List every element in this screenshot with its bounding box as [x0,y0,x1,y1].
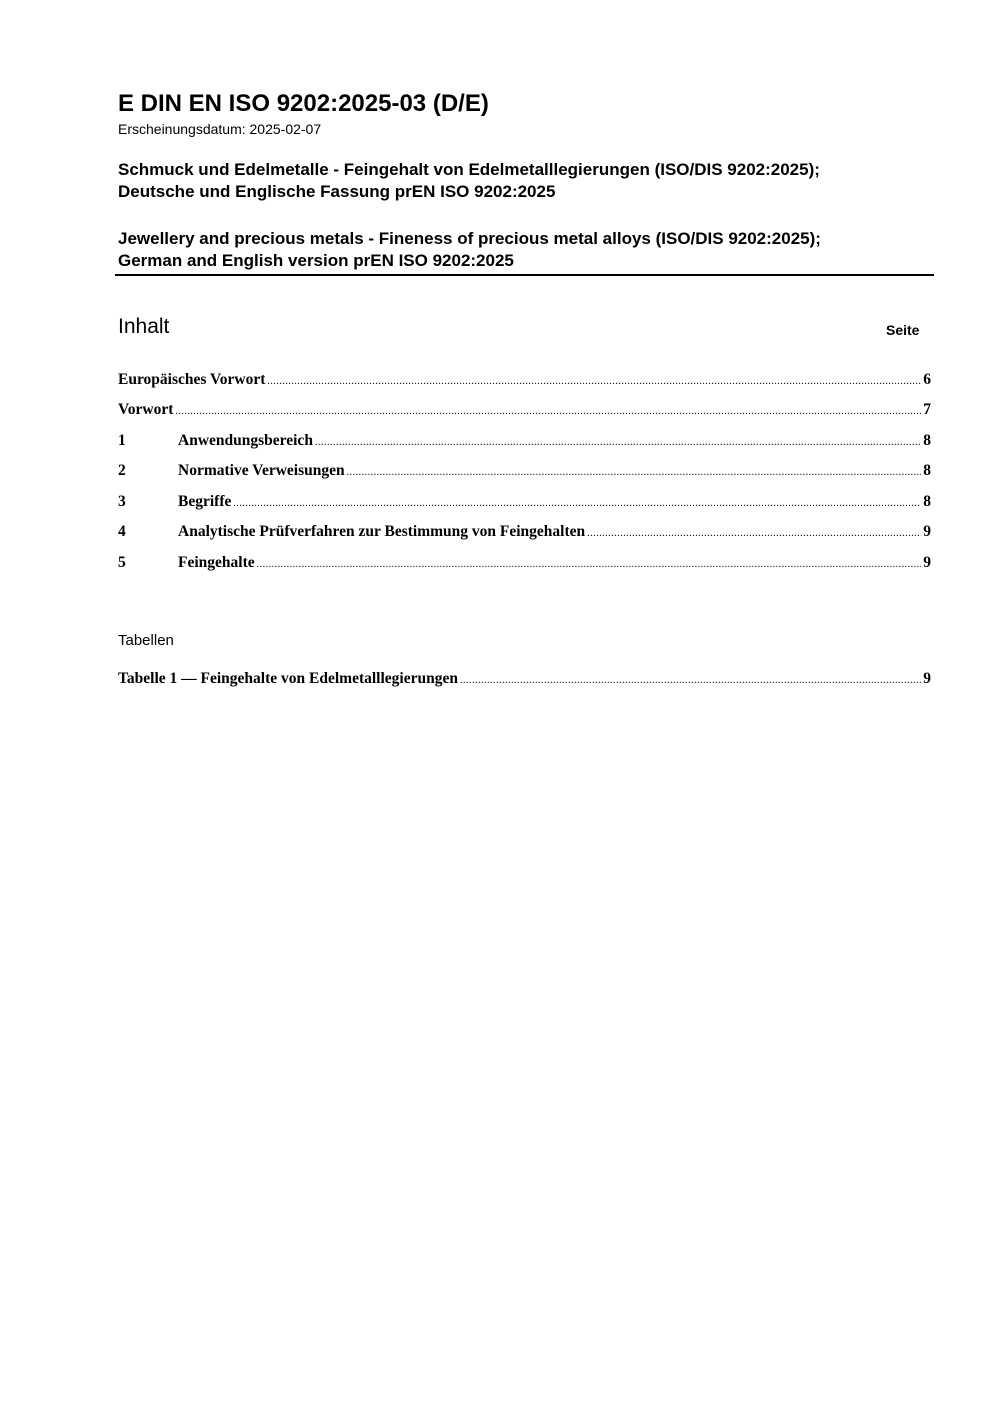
toc-leader-dots [587,523,921,541]
toc-entry-title: Vorwort [118,401,174,418]
toc-entry-number: 5 [118,554,126,571]
table-entry-title: Tabelle 1 — Feingehalte von Edelmetalllegierungen [118,670,458,687]
toc-leader-dots [175,401,921,419]
title-german: Schmuck und Edelmetalle - Feingehalt von Edelmetalllegierungen (ISO/DIS 9202:2025); Deutsche und Englische Fassung prEN ISO 9202:2025 [118,160,820,201]
toc-entry-page: 8 [923,493,931,510]
tables-heading: Tabellen [118,632,174,649]
toc-heading: Inhalt [118,315,170,338]
toc-leader-dots [347,462,922,480]
toc-entry-page: 9 [923,523,931,540]
publication-date: Erscheinungsdatum: 2025-02-07 [118,121,322,137]
toc-entry-number: 1 [118,432,126,449]
toc-entry-feingehalte[interactable] [118,554,931,574]
toc-entry-title: Europäisches Vorwort [118,371,266,388]
toc-leader-dots [267,371,921,389]
toc-entry-title: Feingehalte [178,554,255,571]
title-english: Jewellery and precious metals - Fineness of precious metal alloys (ISO/DIS 9202:2025); German and English version prEN ISO 9202:2025 [118,229,821,270]
page-column-label: Seite [886,322,920,338]
toc-entry-title: Anwendungsbereich [178,432,313,449]
header-divider [115,274,934,276]
toc-entry-number: 3 [118,493,126,510]
toc-entry-page: 8 [923,432,931,449]
table-entry-page: 9 [923,670,931,687]
toc-entry-vorwort[interactable] [118,401,931,421]
toc-entry-page: 8 [923,462,931,479]
toc-entry-number: 4 [118,523,126,540]
toc-entry-number: 2 [118,462,126,479]
toc-leader-dots [460,670,921,688]
document-code: E DIN EN ISO 9202:2025-03 (D/E) [118,90,489,117]
toc-entry-page: 6 [923,371,931,388]
toc-leader-dots [257,554,922,572]
toc-entry-page: 7 [923,401,931,418]
toc-entry-analytische-pruefverfahren[interactable] [118,523,931,543]
toc-leader-dots [233,493,921,511]
toc-entry-title: Begriffe [178,493,232,510]
toc-entry-title: Analytische Prüfverfahren zur Bestimmung von Feingehalten [178,523,586,540]
toc-entry-normative-verweisungen[interactable] [118,462,931,482]
table-entry-tabelle-1[interactable] [118,670,931,690]
toc-entry-title: Normative Verweisungen [178,462,345,479]
toc-entry-europaeisches-vorwort[interactable] [118,371,931,391]
toc-leader-dots [315,432,921,450]
toc-entry-anwendungsbereich[interactable] [118,432,931,452]
toc-entry-page: 9 [923,554,931,571]
toc-entry-begriffe[interactable] [118,493,931,513]
